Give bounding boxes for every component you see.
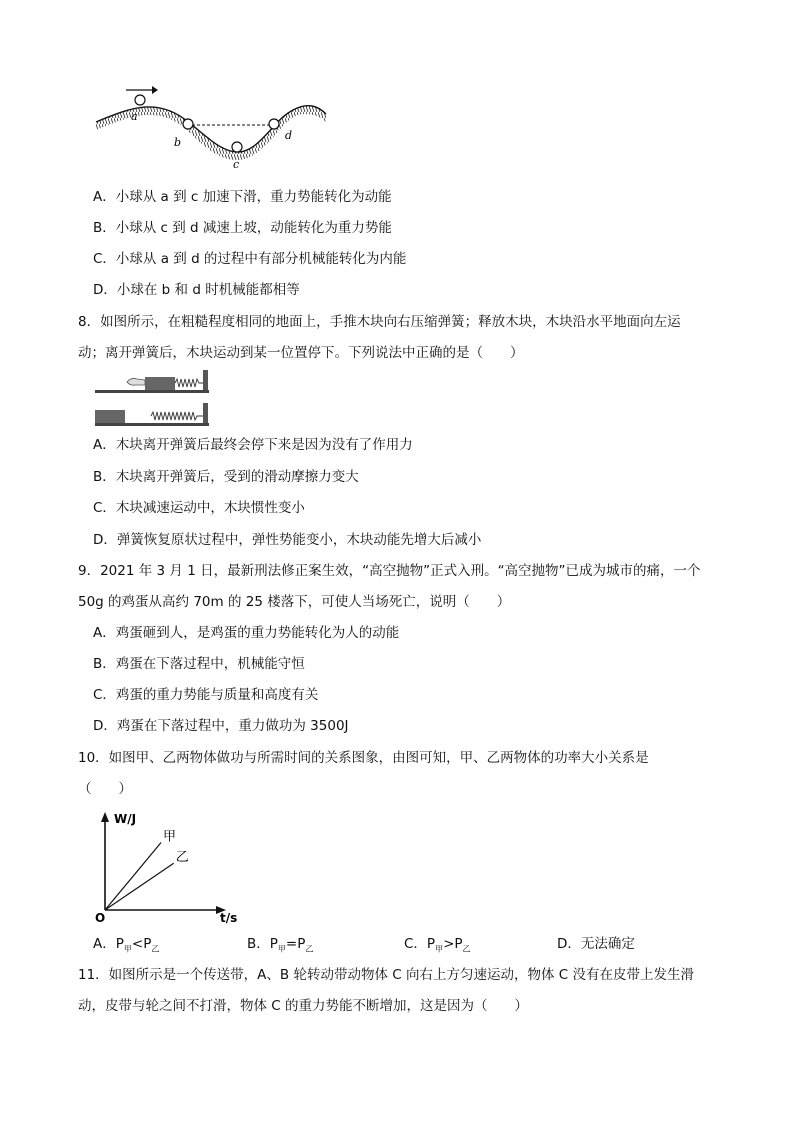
ball-c <box>232 142 242 152</box>
spring-top <box>175 379 203 387</box>
q11-stem-line2: 动，皮带与轮之间不打滑，物体 C 的重力势能不断增加，这是因为（ ） <box>78 998 529 1014</box>
wall-top <box>203 370 208 390</box>
wall-bottom <box>203 403 208 423</box>
label-d: d <box>285 129 293 142</box>
series-line-jia <box>105 843 161 911</box>
series-label-yi: 乙 <box>175 850 189 866</box>
q9-stem-line2: 50g 的鸡蛋从高约 70m 的 25 楼落下，可使人当场死亡，说明（ ） <box>78 594 511 610</box>
track-figure <box>90 82 330 174</box>
q9-stem-line1: 9．2021 年 3 月 1 日，最新刑法修正案生效，“高空抛物”正式入刑。“高空抛物”已成为城市的痛，一个 <box>78 563 701 579</box>
q10-option-b: B．$P_甲=P_乙$ <box>247 936 314 954</box>
arrow-head-icon <box>152 86 158 94</box>
y-axis-label: W/J <box>114 812 137 826</box>
ground-top <box>95 390 209 393</box>
q8-option-a: A．木块离开弹簧后最终会停下来是因为没有了作用力 <box>93 437 413 453</box>
spring-block-figure <box>93 368 213 426</box>
q8-option-c: C．木块减速运动中，木块惯性变小 <box>93 500 305 516</box>
q10-stem-line2: （ ） <box>78 781 132 797</box>
q8-option-d: D．弹簧恢复原状过程中，弹性势能变小，木块动能先增大后减小 <box>93 532 482 548</box>
ball-d <box>269 119 279 129</box>
series-label-jia: 甲 <box>163 829 177 845</box>
ball-a <box>135 95 145 105</box>
label-a: a <box>131 110 138 123</box>
q7-option-c: C．小球从 a 到 d 的过程中有部分机械能转化为内能 <box>93 251 407 267</box>
hand-icon <box>127 378 145 385</box>
y-axis-arrow-icon <box>101 812 109 822</box>
spring-bottom <box>151 412 203 420</box>
block-top <box>145 377 175 390</box>
q9-option-c: C．鸡蛋的重力势能与质量和高度有关 <box>93 687 319 703</box>
label-c: c <box>233 158 240 171</box>
q11-stem-line1: 11．如图所示是一个传送带，A、B 轮转动带动物体 C 向右上方匀速运动，物体 C 没有在皮带上发生滑 <box>78 967 694 983</box>
q8-stem-line1: 8．如图所示，在粗糙程度相同的地面上，手推木块向右压缩弹簧；释放木块，木块沿水平地面向左运 <box>78 314 681 330</box>
q10-stem-line1: 10．如图甲、乙两物体做功与所需时间的关系图象，由图可知，甲、乙两物体的功率大小关系是 <box>78 750 649 766</box>
origin-label: O <box>95 911 106 925</box>
q10-option-d: D．无法确定 <box>557 936 635 952</box>
q7-option-d: D．小球在 b 和 d 时机械能都相等 <box>93 282 300 298</box>
q10-option-c: C．$P_甲>P_乙$ <box>404 936 471 954</box>
ball-b <box>183 119 193 129</box>
series-line-yi <box>105 863 174 910</box>
label-b: b <box>174 136 182 149</box>
q7-option-a: A．小球从 a 到 c 加速下滑，重力势能转化为动能 <box>93 189 392 205</box>
q9-option-b: B．鸡蛋在下落过程中，机械能守恒 <box>93 656 305 672</box>
ground-bottom <box>95 423 209 426</box>
block-bottom <box>95 410 125 423</box>
q9-option-d: D．鸡蛋在下落过程中，重力做功为 3500J <box>93 718 349 734</box>
work-time-chart <box>90 806 250 926</box>
q8-option-b: B．木块离开弹簧后，受到的滑动摩擦力变大 <box>93 469 359 485</box>
q10-option-a: A．$P_甲<P_乙$ <box>93 936 160 954</box>
q8-stem-line2: 动；离开弹簧后，木块运动到某一位置停下。下列说法中正确的是（ ） <box>78 345 524 361</box>
x-axis-label: t/s <box>220 911 238 925</box>
q7-option-b: B．小球从 c 到 d 减速上坡，动能转化为重力势能 <box>93 220 392 236</box>
q9-option-a: A．鸡蛋砸到人，是鸡蛋的重力势能转化为人的动能 <box>93 625 400 641</box>
